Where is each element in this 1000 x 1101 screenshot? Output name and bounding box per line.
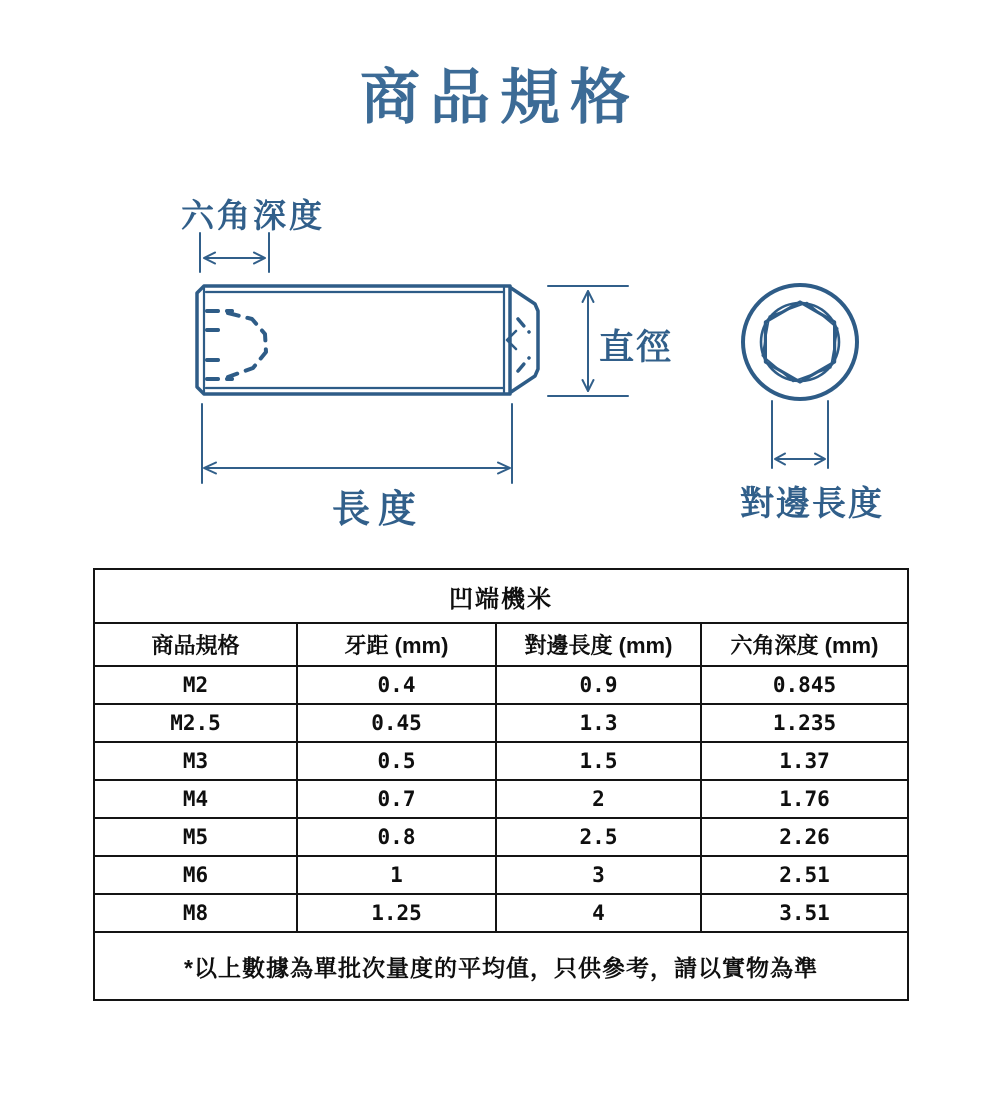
cell-across-flats: 1.5	[496, 742, 701, 780]
hex-depth-dimension	[200, 233, 269, 272]
table-row	[94, 666, 908, 704]
col-header-across-flats: 對邊長度 (mm)	[496, 623, 701, 666]
cell-spec: M8	[94, 894, 297, 932]
cell-spec: M2.5	[94, 704, 297, 742]
table-row	[94, 704, 908, 742]
cell-hex-depth: 0.845	[701, 666, 908, 704]
cell-pitch: 1	[297, 856, 496, 894]
hex-depth-label: 六角深度	[181, 197, 325, 234]
col-header-spec: 商品規格	[94, 623, 297, 666]
cell-spec: M2	[94, 666, 297, 704]
cell-hex-depth: 2.51	[701, 856, 908, 894]
cell-hex-depth: 3.51	[701, 894, 908, 932]
table-row	[94, 780, 908, 818]
spec-table	[93, 568, 909, 1001]
cell-hex-depth: 2.26	[701, 818, 908, 856]
page-title: 商品規格	[360, 64, 640, 131]
screw-side-view	[197, 286, 538, 394]
table-row	[94, 742, 908, 780]
col-header-hex-depth: 六角深度 (mm)	[701, 623, 908, 666]
cell-spec: M5	[94, 818, 297, 856]
cell-hex-depth: 1.37	[701, 742, 908, 780]
table-row	[94, 894, 908, 932]
table-header-row	[94, 623, 908, 666]
table-caption-row	[94, 569, 908, 623]
cell-across-flats: 3	[496, 856, 701, 894]
across-flats-label: 對邊長度	[740, 485, 884, 523]
across-flats-dimension	[772, 401, 828, 468]
cell-hex-depth: 1.76	[701, 780, 908, 818]
table-row	[94, 818, 908, 856]
cell-pitch: 0.5	[297, 742, 496, 780]
cell-pitch: 0.8	[297, 818, 496, 856]
cell-spec: M4	[94, 780, 297, 818]
cell-across-flats: 4	[496, 894, 701, 932]
cell-spec: M6	[94, 856, 297, 894]
cell-across-flats: 2.5	[496, 818, 701, 856]
cell-across-flats: 2	[496, 780, 701, 818]
cell-across-flats: 1.3	[496, 704, 701, 742]
table-footnote-row	[94, 932, 908, 1000]
table-caption: 凹端機米	[94, 569, 908, 623]
length-label: 長度	[332, 489, 425, 531]
length-dimension	[202, 404, 512, 483]
hidden-socket-lines	[207, 311, 266, 379]
cell-hex-depth: 1.235	[701, 704, 908, 742]
cell-pitch: 0.7	[297, 780, 496, 818]
cell-spec: M3	[94, 742, 297, 780]
cell-pitch: 1.25	[297, 894, 496, 932]
table-footnote: *以上數據為單批次量度的平均值，只供參考，請以實物為準	[94, 932, 908, 1000]
cell-across-flats: 0.9	[496, 666, 701, 704]
col-header-pitch: 牙距 (mm)	[297, 623, 496, 666]
cell-pitch: 0.4	[297, 666, 496, 704]
screw-end-view	[743, 285, 857, 399]
table-row	[94, 856, 908, 894]
cell-pitch: 0.45	[297, 704, 496, 742]
diameter-label: 直徑	[599, 328, 674, 367]
